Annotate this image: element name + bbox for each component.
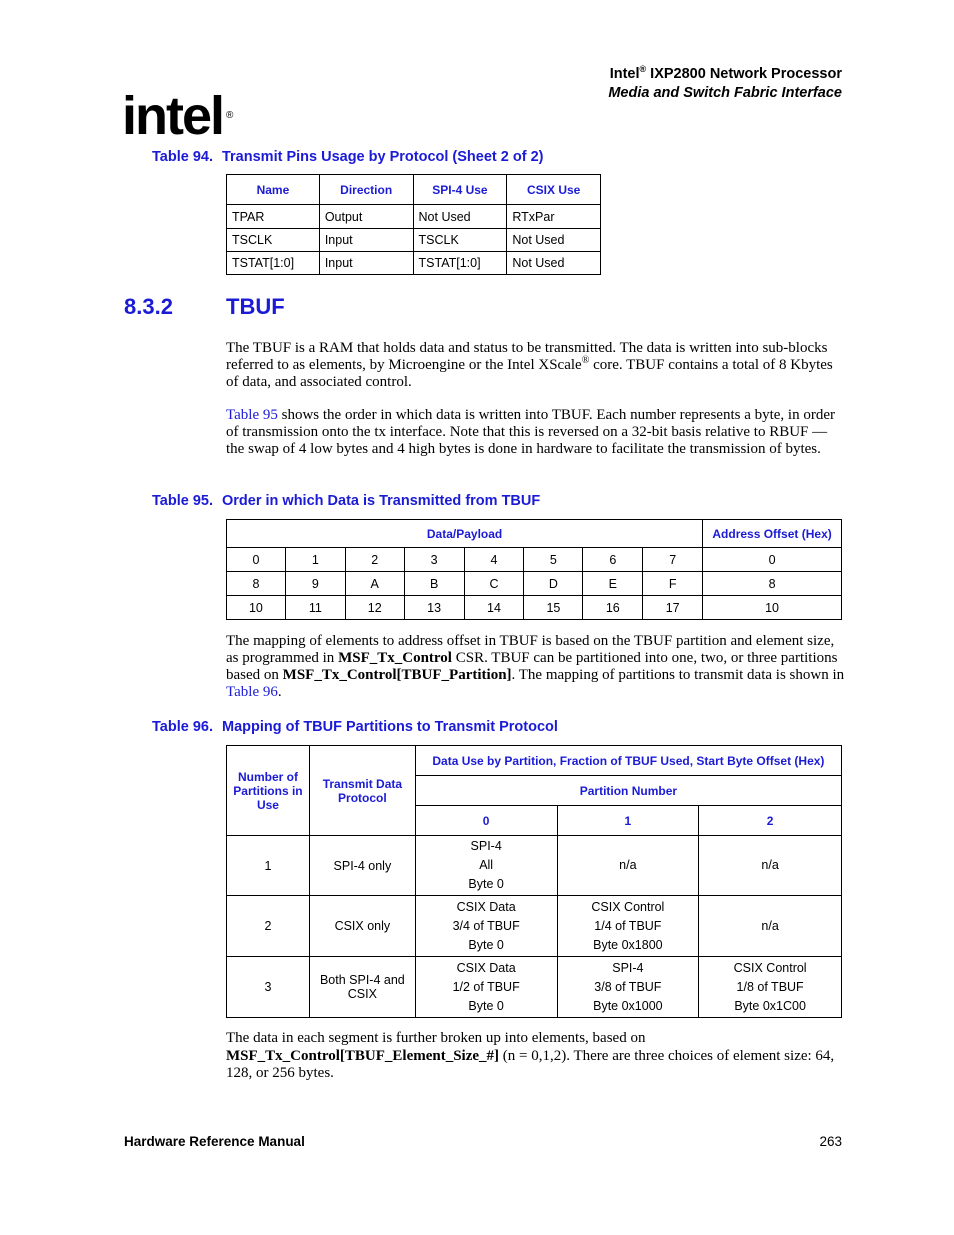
table-95-link[interactable]: Table 95 [226,407,278,423]
data-use-header: Data Use by Partition, Fraction of TBUF Used, Start Byte Offset (Hex) [415,746,841,776]
table-header-cell: SPI-4 Use [413,175,507,205]
table-header-cell: Direction [319,175,413,205]
table-cell: Not Used [413,205,507,229]
table-row [227,548,842,572]
section-heading [124,294,285,320]
transmit-protocol-header: Transmit Data Protocol [309,746,415,836]
table-cell: RTxPar [507,205,601,229]
table-cell: F [643,572,703,596]
table-cell: 12 [345,596,404,620]
table-row [227,957,842,1018]
page-number: 263 [819,1134,842,1149]
table-cell: 1 [285,548,345,572]
table-cell: 8 [227,572,286,596]
table-cell: TPAR [227,205,320,229]
table-cell: n/a [699,836,842,896]
table-94-caption: Table 94. Transmit Pins Usage by Protocol (Sheet 2 of 2) [152,149,544,165]
table-cell: 10 [703,596,842,620]
table-cell: 8 [703,572,842,596]
document-header [608,60,842,103]
table-row [227,572,842,596]
table-cell: 6 [583,548,643,572]
table-cell: n/a [557,836,699,896]
data-payload-header: Data/Payload [227,520,703,548]
table-cell: 5 [524,548,583,572]
table-cell: Input [319,252,413,275]
table-cell: 11 [285,596,345,620]
table-cell: CSIX Control 1/8 of TBUF Byte 0x1C00 [699,957,842,1018]
table-95 [226,519,842,620]
footer-manual-title: Hardware Reference Manual [124,1134,305,1149]
table-cell: 0 [703,548,842,572]
table-cell: CSIX Data 1/2 of TBUF Byte 0 [415,957,557,1018]
table-cell: SPI-4 3/8 of TBUF Byte 0x1000 [557,957,699,1018]
table-cell: CSIX only [309,896,415,957]
table-cell: TSCLK [413,229,507,252]
table-cell: Input [319,229,413,252]
table-cell: C [464,572,524,596]
table-cell: 3 [404,548,464,572]
table-95-caption: Table 95. Order in which Data is Transmitted from TBUF [152,493,541,509]
table-cell: 1 [227,836,310,896]
table-94 [226,174,601,275]
section-title: TBUF [226,294,285,319]
table-96-link[interactable]: Table 96 [226,684,278,700]
table-cell: 2 [345,548,404,572]
table-row [227,896,842,957]
table-cell: D [524,572,583,596]
table-cell: 17 [643,596,703,620]
table-row [227,229,601,252]
table-cell: CSIX Control 1/4 of TBUF Byte 0x1800 [557,896,699,957]
table-96-caption: Table 96. Mapping of TBUF Partitions to Transmit Protocol [152,719,558,735]
table-row [227,252,601,275]
table-cell: 13 [404,596,464,620]
table-cell: TSCLK [227,229,320,252]
num-partitions-header: Number of Partitions in Use [227,746,310,836]
table-cell: B [404,572,464,596]
table-cell: 16 [583,596,643,620]
paragraph-element-size: The data in each segment is further broken up into elements, based on MSF_Tx_Control[TBUF_Element_Size_#] (n = 0,1,2). There are three choices of element size: 64, 128, or 256 bytes. [226,1030,835,1081]
table-cell: Not Used [507,252,601,275]
paragraph-partition-mapping: The mapping of elements to address offset in TBUF is based on the TBUF partition and element size, as programmed in MSF_Tx_Control CSR. TBUF can be partitioned into one, two, or three partitions based on MSF_Tx_Control[TBUF_Partition]. The mapping of partitions to transmit data is shown in Table 96. [226,633,845,700]
table-cell: 7 [643,548,703,572]
table-cell: 15 [524,596,583,620]
table-cell: CSIX Data 3/4 of TBUF Byte 0 [415,896,557,957]
table-cell: SPI-4 All Byte 0 [415,836,557,896]
table-cell: TSTAT[1:0] [413,252,507,275]
partition-0-header: 0 [415,806,557,836]
table-cell: 3 [227,957,310,1018]
table-cell: 2 [227,896,310,957]
table-header-cell: CSIX Use [507,175,601,205]
product-title: Intel® IXP2800 Network Processor [609,64,842,82]
table-cell: 9 [285,572,345,596]
table-96 [226,745,842,1018]
table-row [227,205,601,229]
paragraph-tbuf-description: The TBUF is a RAM that holds data and status to be transmitted. The data is written into sub-blocks referred to as elements, by Microengine or the Intel XScale® core. TBUF contains a total of 8 Kbytes of data, and associated control. [226,340,833,390]
table-cell: TSTAT[1:0] [227,252,320,275]
paragraph-table95-intro: Table 95 shows the order in which data is written into TBUF. Each number represents a byte, in order of transmission onto the tx interface. Note that this is reversed on a 32-bit basis relative to RBUF — the swap of 4 low bytes and 4 high bytes is done in hardware to facilitate the transmission of bytes. [226,407,835,457]
table-cell: 14 [464,596,524,620]
partition-1-header: 1 [557,806,699,836]
partition-number-header: Partition Number [415,776,841,806]
table-cell: Both SPI-4 and CSIX [309,957,415,1018]
table-cell: Not Used [507,229,601,252]
table-row [227,596,842,620]
intel-logo: intel ® [122,86,234,146]
table-cell: 10 [227,596,286,620]
table-cell: 4 [464,548,524,572]
table-header-cell: Name [227,175,320,205]
table-cell: A [345,572,404,596]
table-cell: 0 [227,548,286,572]
partition-2-header: 2 [699,806,842,836]
address-offset-header: Address Offset (Hex) [703,520,842,548]
table-cell: n/a [699,896,842,957]
table-cell: SPI-4 only [309,836,415,896]
table-cell: E [583,572,643,596]
section-number: 8.3.2 [124,294,173,319]
document-subtitle: Media and Switch Fabric Interface [608,84,842,101]
table-cell: Output [319,205,413,229]
table-row [227,836,842,896]
